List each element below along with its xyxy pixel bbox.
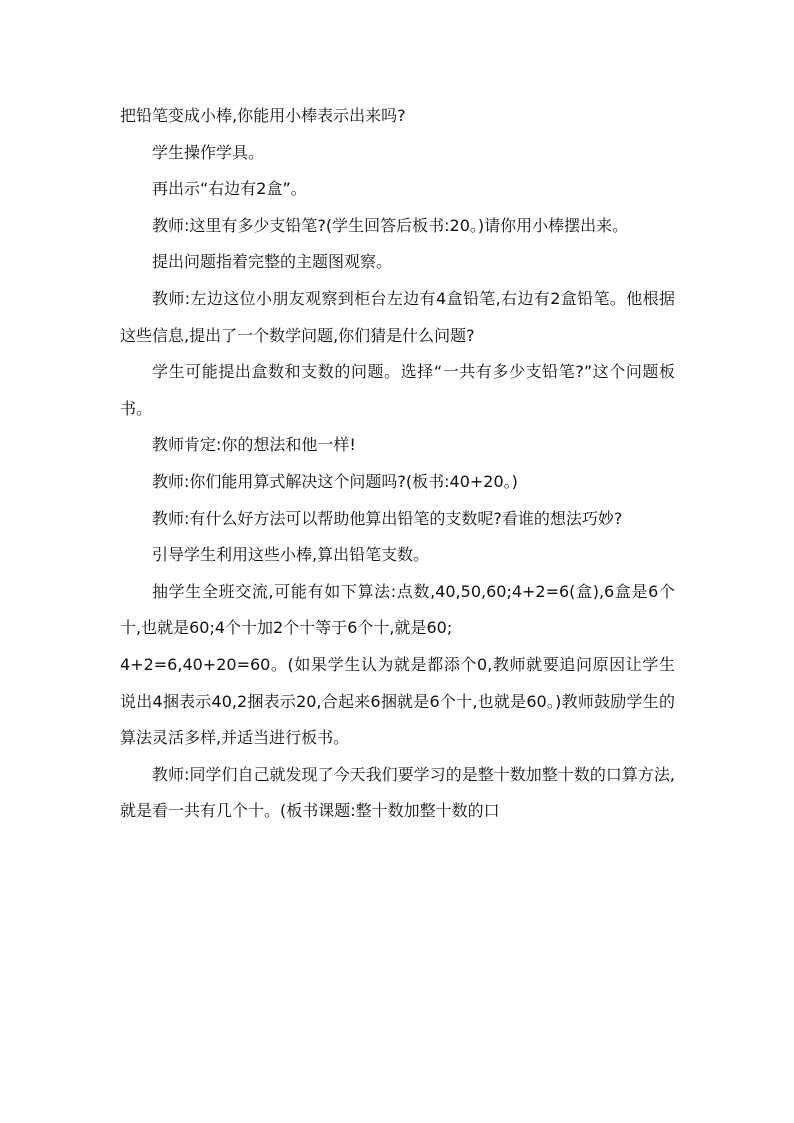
paragraph-13: 4+2=6,40+20=60。(如果学生认为就是都添个0,教师就要追问原因让学生说出4捆表示40,2捆表示20,合起来6捆就是6个十,也就是60。)教师鼓励学生的算法灵活多样,并适当进行板书。 bbox=[120, 654, 675, 748]
paragraph-14: 教师:同学们自己就发现了今天我们要学习的是整十数加整十数的口算方法,就是看一共有几个十。(板书课题:整十数加整十数的口 bbox=[120, 764, 675, 821]
paragraph-7: 学生可能提出盒数和支数的问题。选择“一共有多少支铅笔?”这个问题板书。 bbox=[120, 362, 675, 418]
paragraph-3: 再出示“右边有2盒”。 bbox=[152, 179, 307, 199]
paragraph-9: 教师:你们能用算式解决这个问题吗?(板书:40+20。) bbox=[152, 471, 518, 491]
paragraph-4: 教师:这里有多少支铅笔?(学生回答后板书:20。)请你用小棒摆出来。 bbox=[152, 215, 629, 235]
paragraph-12: 抽学生全班交流,可能有如下算法:点数,40,50,60;4+2=6(盒),6盒是6个十,也就是60;4个十加2个十等于6个十,就是60; bbox=[120, 581, 675, 638]
paragraph-11: 引导学生利用这些小棒,算出铅笔支数。 bbox=[152, 545, 430, 565]
document-body bbox=[120, 98, 675, 830]
paragraph-10: 教师:有什么好方法可以帮助他算出铅笔的支数呢?看谁的想法巧妙? bbox=[152, 508, 623, 528]
paragraph-2: 学生操作学具。 bbox=[152, 142, 265, 162]
paragraph-8: 教师肯定:你的想法和他一样! bbox=[152, 435, 356, 455]
paragraph-6: 教师:左边这位小朋友观察到柜台左边有4盒铅笔,右边有2盒铅笔。他根据这些信息,提出了一个数学问题,你们猜是什么问题? bbox=[120, 288, 675, 345]
paragraph-1: 把铅笔变成小棒,你能用小棒表示出来吗? bbox=[120, 106, 406, 125]
paragraph-5: 提出问题指着完整的主题图观察。 bbox=[152, 252, 393, 272]
